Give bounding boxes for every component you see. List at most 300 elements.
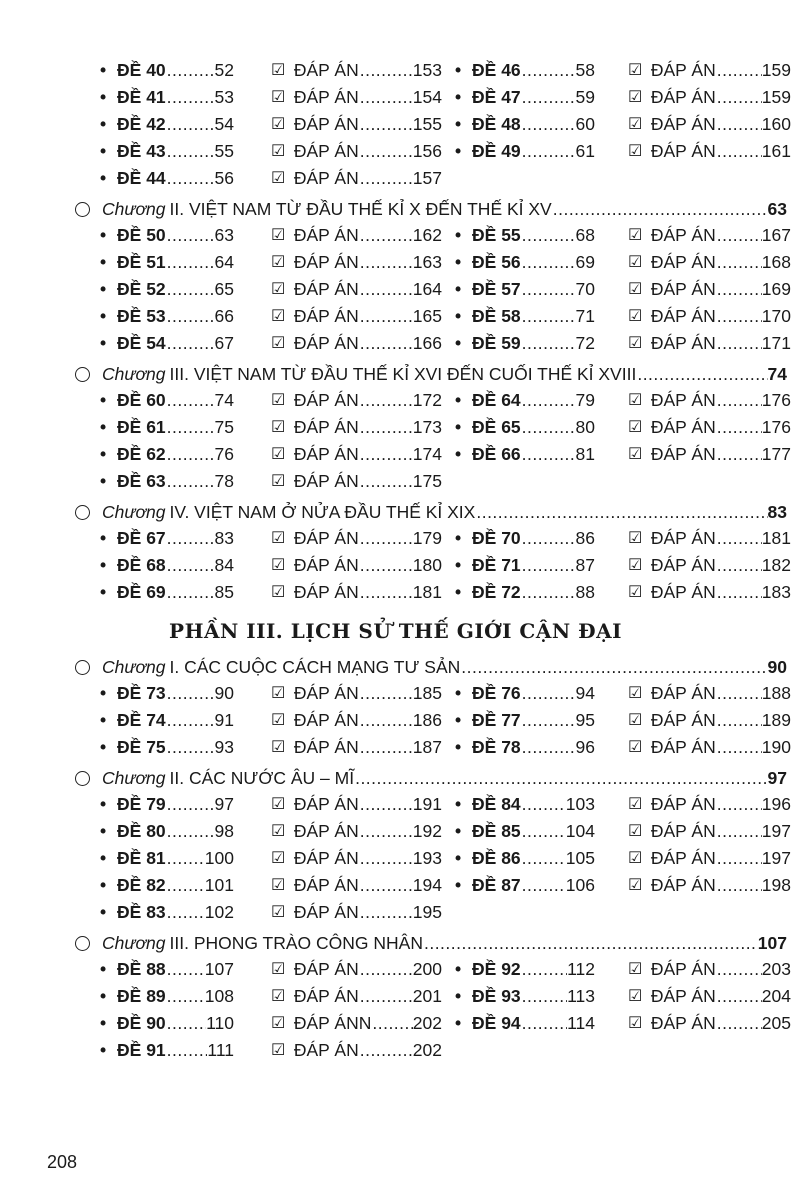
answer-entry[interactable] — [271, 111, 442, 138]
answer-page: 156 — [412, 141, 442, 161]
exam-page: 80 — [575, 417, 595, 437]
checkbox-icon: ☑ — [628, 116, 643, 133]
exam-entry[interactable] — [455, 818, 595, 845]
answer-entry[interactable] — [628, 387, 791, 414]
table-of-contents — [0, 57, 791, 1064]
dot-leader — [716, 552, 762, 579]
answer-label: ĐÁP ÁN — [650, 555, 716, 575]
bullet-icon: • — [455, 87, 462, 107]
exam-page: 52 — [214, 60, 234, 80]
exam-entry[interactable] — [100, 956, 234, 983]
answer-entry[interactable] — [271, 165, 442, 192]
dot-leader — [359, 983, 413, 1010]
exam-entry[interactable] — [100, 552, 234, 579]
exam-entry[interactable] — [100, 249, 234, 276]
exam-entry[interactable] — [455, 111, 595, 138]
toc-row — [0, 468, 791, 495]
exam-page: 71 — [575, 306, 595, 326]
answer-entry[interactable] — [271, 138, 442, 165]
answer-entry[interactable] — [628, 222, 791, 249]
exam-entry[interactable] — [100, 983, 234, 1010]
answer-entry[interactable] — [271, 899, 442, 926]
answer-label: ĐÁP ÁN — [650, 875, 716, 895]
checkbox-icon: ☑ — [271, 170, 286, 187]
chapter-title: III. PHONG TRÀO CÔNG NHÂN — [169, 933, 423, 953]
checkbox-icon: ☑ — [628, 712, 643, 729]
answer-entry[interactable] — [628, 791, 791, 818]
exam-entry[interactable] — [100, 791, 234, 818]
exam-entry[interactable] — [100, 111, 234, 138]
answer-entry[interactable] — [628, 441, 791, 468]
exam-entry[interactable] — [455, 1010, 595, 1037]
answer-page: 185 — [412, 683, 442, 703]
exam-number: 44 — [146, 168, 166, 188]
checkbox-icon: ☑ — [628, 419, 643, 436]
answer-entry[interactable] — [628, 845, 791, 872]
exam-entry[interactable] — [455, 579, 595, 606]
exam-number: 88 — [146, 959, 166, 979]
exam-label: ĐỀ — [117, 986, 142, 1006]
exam-entry[interactable] — [100, 818, 234, 845]
answer-label: ĐÁP ÁN — [650, 306, 716, 326]
exam-entry[interactable] — [100, 680, 234, 707]
bullet-icon: • — [100, 555, 107, 575]
answer-entry[interactable] — [628, 138, 791, 165]
toc-row — [0, 84, 791, 111]
bullet-icon: • — [455, 1013, 462, 1033]
answer-label: ĐÁP ÁN — [650, 279, 716, 299]
answer-entry[interactable] — [271, 468, 442, 495]
dot-leader — [166, 872, 205, 899]
exam-entry[interactable] — [100, 57, 234, 84]
answer-entry[interactable] — [271, 222, 442, 249]
answer-page: 186 — [412, 710, 442, 730]
dot-leader — [716, 525, 762, 552]
bullet-icon: • — [455, 683, 462, 703]
bullet-icon: • — [100, 306, 107, 326]
dot-leader — [521, 330, 576, 357]
checkbox-icon: ☑ — [271, 281, 286, 298]
chapter-word: Chương — [102, 502, 166, 522]
checkbox-icon: ☑ — [271, 143, 286, 160]
answer-entry[interactable] — [271, 791, 442, 818]
toc-row — [0, 680, 791, 707]
exam-label: ĐỀ — [472, 279, 497, 299]
exam-number: 62 — [146, 444, 166, 464]
toc-row — [0, 57, 791, 84]
exam-entry[interactable] — [455, 680, 595, 707]
checkbox-icon: ☑ — [628, 877, 643, 894]
answer-label: ĐÁP ÁN — [293, 225, 359, 245]
answer-entry[interactable] — [271, 525, 442, 552]
checkbox-icon: ☑ — [271, 89, 286, 106]
dot-leader — [166, 956, 205, 983]
chapter-title: III. VIỆT NAM TỪ ĐẦU THẾ KỈ XVI ĐẾN CUỐI THẾ KỈ XVIII — [169, 364, 637, 384]
answer-entry[interactable] — [271, 249, 442, 276]
bullet-icon: • — [455, 582, 462, 602]
bullet-icon: • — [100, 168, 107, 188]
dot-leader — [716, 84, 762, 111]
answer-entry[interactable] — [271, 956, 442, 983]
answer-entry[interactable] — [271, 57, 442, 84]
dot-leader — [716, 330, 762, 357]
checkbox-icon: ☑ — [628, 530, 643, 547]
checkbox-icon: ☑ — [271, 116, 286, 133]
toc-row — [0, 441, 791, 468]
toc-row — [0, 552, 791, 579]
dot-leader — [423, 926, 758, 956]
exam-entry[interactable] — [100, 1037, 234, 1064]
exam-entry[interactable] — [100, 707, 234, 734]
circle-bullet-icon — [75, 367, 90, 382]
answer-page: 162 — [412, 225, 442, 245]
answer-entry[interactable] — [628, 525, 791, 552]
answer-label: ĐÁP ÁN — [293, 87, 359, 107]
exam-label: ĐỀ — [472, 875, 497, 895]
answer-label: ĐÁP ÁN — [293, 168, 359, 188]
answer-entry[interactable] — [271, 441, 442, 468]
exam-entry[interactable] — [455, 276, 595, 303]
answer-entry[interactable] — [271, 707, 442, 734]
chapter-heading[interactable] — [75, 650, 787, 680]
answer-page: 154 — [412, 87, 442, 107]
exam-entry[interactable] — [455, 791, 595, 818]
answer-entry[interactable] — [271, 818, 442, 845]
exam-label: ĐỀ — [472, 306, 497, 326]
toc-row — [0, 330, 791, 357]
answer-label: ĐÁP ÁN — [650, 333, 716, 353]
answer-label: ĐÁP ÁN — [293, 794, 359, 814]
chapter-page: 97 — [767, 768, 787, 788]
answer-entry[interactable] — [628, 680, 791, 707]
exam-entry[interactable] — [455, 387, 595, 414]
dot-leader — [460, 650, 767, 680]
chapter-heading[interactable] — [75, 495, 787, 525]
dot-leader — [359, 222, 413, 249]
exam-entry[interactable] — [100, 1010, 234, 1037]
answer-entry[interactable] — [628, 956, 791, 983]
answer-entry[interactable] — [271, 552, 442, 579]
bullet-icon: • — [100, 875, 107, 895]
exam-label: ĐỀ — [117, 902, 142, 922]
answer-entry[interactable] — [628, 1010, 791, 1037]
exam-entry[interactable] — [100, 387, 234, 414]
exam-entry[interactable] — [455, 303, 595, 330]
exam-entry[interactable] — [455, 57, 595, 84]
bullet-icon: • — [455, 528, 462, 548]
exam-page: 83 — [214, 528, 234, 548]
dot-leader — [166, 983, 205, 1010]
exam-number: 66 — [501, 444, 521, 464]
dot-leader — [166, 734, 215, 761]
checkbox-icon: ☑ — [628, 796, 643, 813]
exam-label: ĐỀ — [117, 683, 142, 703]
answer-page: 193 — [412, 848, 442, 868]
answer-entry[interactable] — [271, 330, 442, 357]
exam-entry[interactable] — [100, 330, 234, 357]
exam-entry[interactable] — [100, 845, 234, 872]
dot-leader — [521, 734, 576, 761]
toc-row — [0, 1010, 791, 1037]
checkbox-icon: ☑ — [628, 392, 643, 409]
answer-entry[interactable] — [628, 872, 791, 899]
answer-entry[interactable] — [271, 845, 442, 872]
answer-entry[interactable] — [628, 552, 791, 579]
answer-label: ĐÁP ÁN — [650, 390, 716, 410]
answer-label: ĐÁP ÁN — [293, 417, 359, 437]
answer-label: ĐÁP ÁN — [650, 528, 716, 548]
exam-number: 83 — [146, 902, 166, 922]
dot-leader — [166, 111, 215, 138]
answer-entry[interactable] — [271, 303, 442, 330]
toc-row — [0, 818, 791, 845]
exam-label: ĐỀ — [472, 528, 497, 548]
exam-page: 56 — [214, 168, 234, 188]
answer-entry[interactable] — [271, 872, 442, 899]
bullet-icon: • — [100, 225, 107, 245]
dot-leader — [521, 579, 576, 606]
circle-bullet-icon — [75, 505, 90, 520]
exam-entry[interactable] — [100, 734, 234, 761]
answer-label: ĐÁP ÁN — [650, 710, 716, 730]
answer-entry[interactable] — [271, 1037, 442, 1064]
answer-entry[interactable] — [628, 579, 791, 606]
answer-page: 175 — [412, 471, 442, 491]
exam-number: 84 — [501, 794, 521, 814]
exam-page: 90 — [214, 683, 234, 703]
bullet-icon: • — [455, 390, 462, 410]
dot-leader — [166, 1037, 208, 1064]
checkbox-icon: ☑ — [628, 584, 643, 601]
chapter-heading[interactable] — [75, 926, 787, 956]
dot-leader — [166, 276, 215, 303]
answer-label: ĐÁP ÁN — [650, 959, 716, 979]
checkbox-icon: ☑ — [271, 473, 286, 490]
exam-page: 67 — [214, 333, 234, 353]
dot-leader — [354, 761, 767, 791]
bullet-icon: • — [100, 821, 107, 841]
exam-label: ĐỀ — [117, 444, 142, 464]
answer-label: ĐÁP ÁN — [650, 986, 716, 1006]
exam-entry[interactable] — [455, 983, 595, 1010]
exam-entry[interactable] — [455, 734, 595, 761]
exam-entry[interactable] — [100, 872, 234, 899]
dot-leader — [166, 441, 215, 468]
answer-entry[interactable] — [271, 387, 442, 414]
dot-leader — [716, 845, 762, 872]
exam-entry[interactable] — [455, 138, 595, 165]
exam-entry[interactable] — [455, 441, 595, 468]
exam-page: 98 — [214, 821, 234, 841]
exam-number: 43 — [146, 141, 166, 161]
dot-leader — [166, 303, 215, 330]
answer-entry[interactable] — [628, 983, 791, 1010]
answer-entry[interactable] — [271, 579, 442, 606]
dot-leader — [521, 791, 566, 818]
exam-entry[interactable] — [455, 249, 595, 276]
exam-entry[interactable] — [100, 276, 234, 303]
exam-page: 87 — [575, 555, 595, 575]
answer-page: 180 — [412, 555, 442, 575]
exam-entry[interactable] — [100, 138, 234, 165]
part-heading: PHẦN III. LỊCH SỬ THẾ GIỚI CẬN ĐẠI — [169, 619, 622, 643]
chapter-heading[interactable] — [75, 192, 787, 222]
exam-number: 49 — [501, 141, 521, 161]
answer-label: ĐÁP ÁN — [293, 114, 359, 134]
bullet-icon: • — [100, 710, 107, 730]
exam-number: 73 — [146, 683, 166, 703]
answer-entry[interactable] — [628, 330, 791, 357]
answer-entry[interactable] — [271, 414, 442, 441]
exam-number: 80 — [146, 821, 166, 841]
exam-entry[interactable] — [100, 303, 234, 330]
dot-leader — [716, 707, 762, 734]
exam-entry[interactable] — [100, 84, 234, 111]
answer-entry[interactable] — [271, 734, 442, 761]
bullet-icon: • — [455, 333, 462, 353]
exam-entry[interactable] — [100, 899, 234, 926]
exam-number: 58 — [501, 306, 521, 326]
answer-entry[interactable] — [628, 111, 791, 138]
exam-page: 103 — [565, 794, 595, 814]
dot-leader — [166, 1010, 206, 1037]
exam-label: ĐỀ — [117, 794, 142, 814]
answer-entry[interactable] — [271, 84, 442, 111]
answer-label: ĐÁP ÁNN — [293, 1013, 372, 1033]
answer-entry[interactable] — [271, 983, 442, 1010]
answer-page: 160 — [761, 114, 791, 134]
exam-entry[interactable] — [100, 579, 234, 606]
answer-label: ĐÁP ÁN — [293, 710, 359, 730]
answer-entry[interactable] — [271, 1010, 442, 1037]
answer-label: ĐÁP ÁN — [293, 959, 359, 979]
exam-entry[interactable] — [455, 222, 595, 249]
exam-entry[interactable] — [455, 956, 595, 983]
exam-number: 94 — [501, 1013, 521, 1033]
dot-leader — [521, 111, 576, 138]
answer-page: 170 — [761, 306, 791, 326]
exam-entry[interactable] — [455, 707, 595, 734]
dot-leader — [475, 495, 767, 525]
bullet-icon: • — [100, 60, 107, 80]
exam-label: ĐỀ — [472, 141, 497, 161]
exam-label: ĐỀ — [472, 114, 497, 134]
exam-page: 75 — [214, 417, 234, 437]
exam-entry[interactable] — [455, 525, 595, 552]
checkbox-icon: ☑ — [628, 850, 643, 867]
exam-entry[interactable] — [455, 552, 595, 579]
exam-page: 85 — [214, 582, 234, 602]
dot-leader — [521, 1010, 567, 1037]
exam-label: ĐỀ — [117, 252, 142, 272]
answer-label: ĐÁP ÁN — [293, 306, 359, 326]
dot-leader — [521, 441, 576, 468]
answer-page: 191 — [412, 794, 442, 814]
answer-entry[interactable] — [628, 57, 791, 84]
exam-entry[interactable] — [100, 441, 234, 468]
answer-label: ĐÁP ÁN — [650, 60, 716, 80]
dot-leader — [521, 845, 566, 872]
answer-entry[interactable] — [271, 680, 442, 707]
answer-entry[interactable] — [628, 734, 791, 761]
exam-label: ĐỀ — [117, 710, 142, 730]
exam-number: 71 — [501, 555, 521, 575]
exam-number: 70 — [501, 528, 521, 548]
dot-leader — [359, 791, 413, 818]
toc-row — [0, 525, 791, 552]
bullet-icon: • — [100, 683, 107, 703]
answer-entry[interactable] — [628, 414, 791, 441]
exam-entry[interactable] — [455, 845, 595, 872]
exam-label: ĐỀ — [472, 986, 497, 1006]
chapter-word: Chương — [102, 657, 166, 677]
dot-leader — [359, 165, 413, 192]
exam-label: ĐỀ — [472, 390, 497, 410]
checkbox-icon: ☑ — [271, 685, 286, 702]
answer-label: ĐÁP ÁN — [293, 390, 359, 410]
exam-label: ĐỀ — [472, 417, 497, 437]
dot-leader — [371, 1010, 412, 1037]
dot-leader — [716, 680, 762, 707]
dot-leader — [521, 680, 576, 707]
chapter-heading[interactable] — [75, 761, 787, 791]
exam-entry[interactable] — [455, 414, 595, 441]
exam-page: 94 — [575, 683, 595, 703]
exam-entry[interactable] — [455, 84, 595, 111]
exam-entry[interactable] — [100, 525, 234, 552]
answer-entry[interactable] — [628, 303, 791, 330]
chapter-heading[interactable] — [75, 357, 787, 387]
bullet-icon: • — [100, 582, 107, 602]
exam-number: 67 — [146, 528, 166, 548]
answer-page: 198 — [761, 875, 791, 895]
answer-entry[interactable] — [628, 276, 791, 303]
dot-leader — [166, 387, 215, 414]
exam-entry[interactable] — [100, 414, 234, 441]
exam-page: 72 — [575, 333, 595, 353]
exam-number: 40 — [146, 60, 166, 80]
dot-leader — [166, 84, 215, 111]
exam-entry[interactable] — [455, 872, 595, 899]
bullet-icon: • — [455, 141, 462, 161]
answer-label: ĐÁP ÁN — [293, 902, 359, 922]
bullet-icon: • — [455, 417, 462, 437]
exam-entry[interactable] — [455, 330, 595, 357]
dot-leader — [552, 192, 768, 222]
dot-leader — [166, 57, 215, 84]
dot-leader — [636, 357, 767, 387]
answer-entry[interactable] — [628, 249, 791, 276]
checkbox-icon: ☑ — [628, 739, 643, 756]
answer-label: ĐÁP ÁN — [293, 821, 359, 841]
bullet-icon: • — [100, 794, 107, 814]
exam-entry[interactable] — [100, 165, 234, 192]
answer-entry[interactable] — [628, 818, 791, 845]
exam-entry[interactable] — [100, 468, 234, 495]
answer-entry[interactable] — [628, 707, 791, 734]
dot-leader — [166, 899, 205, 926]
exam-label: ĐỀ — [117, 87, 142, 107]
answer-entry[interactable] — [271, 276, 442, 303]
exam-number: 68 — [146, 555, 166, 575]
exam-entry[interactable] — [100, 222, 234, 249]
answer-entry[interactable] — [628, 84, 791, 111]
exam-label: ĐỀ — [117, 168, 142, 188]
dot-leader — [166, 552, 215, 579]
answer-label: ĐÁP ÁN — [293, 737, 359, 757]
bullet-icon: • — [100, 141, 107, 161]
chapter-page: 107 — [757, 933, 787, 953]
